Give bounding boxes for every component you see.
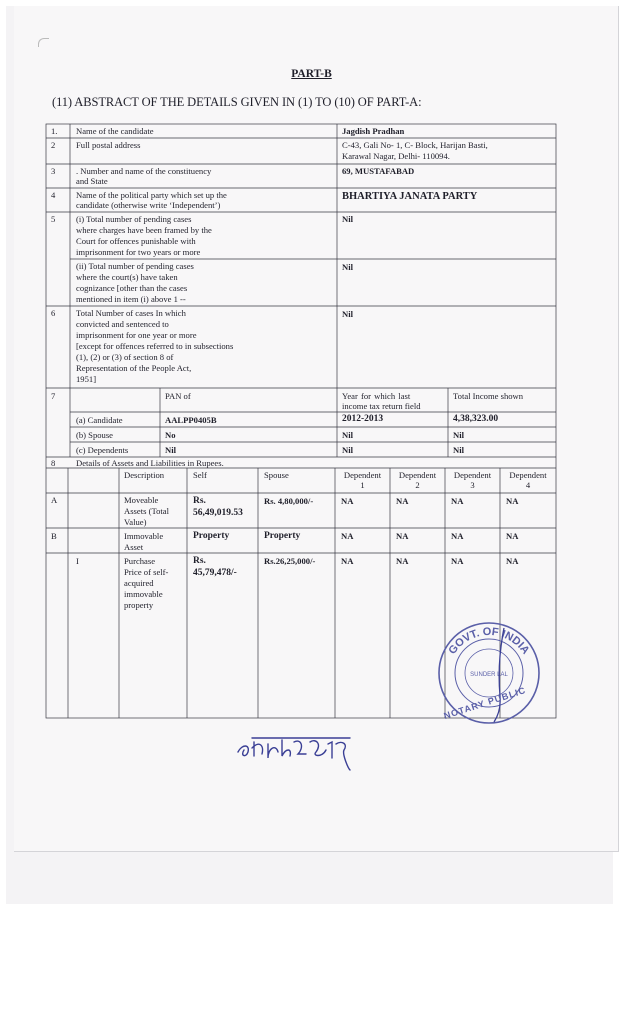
assets-b-dep2: NA <box>396 531 409 541</box>
assets-a-self-value: 56,49,019.53 <box>193 508 243 518</box>
assets-i-desc-line-4: immovable <box>124 589 163 599</box>
row-5b-label-line-3: cognizance [other than the cases <box>76 283 188 293</box>
pan-row-pan: AALPP0405B <box>165 415 217 425</box>
row-3-label-line-1: . Number and name of the constituency <box>76 166 212 176</box>
pan-row-income: 4,38,323.00 <box>453 414 499 424</box>
row-5-label-line-3: Court for offences punishable with <box>76 236 196 246</box>
assets-header-dependent-1: Dependent <box>343 470 382 480</box>
row-6-number: 6 <box>51 308 56 318</box>
row-3-number: 3 <box>51 166 56 176</box>
assets-a-dep4: NA <box>506 496 519 506</box>
candidate-name: Jagdish Pradhan <box>342 126 405 136</box>
assets-i-desc-line-2: Price of self- <box>124 567 169 577</box>
assets-b-desc-line-1: Immovable <box>124 531 164 541</box>
candidate-signature <box>232 718 362 778</box>
assets-header-dependent-3: Dependent <box>453 470 492 480</box>
row-6-label-line-1: Total Number of cases In which <box>76 308 186 318</box>
row-5b-value: Nil <box>342 262 353 272</box>
row-5-label-line-1: (i) Total number of pending cases <box>76 214 192 224</box>
assets-a-desc-line-1: Moveable <box>124 495 159 505</box>
row-1-number: 1. <box>51 126 58 136</box>
assets-i-dep2: NA <box>396 556 409 566</box>
assets-i-dep1: NA <box>341 556 354 566</box>
row-6-label-line-3: imprisonment for one year or more <box>76 330 197 340</box>
assets-header-spouse: Spouse <box>264 470 289 480</box>
assets-b-spouse: Property <box>264 531 301 541</box>
stamp-top-text: GOVT. OF INDIA <box>446 625 532 657</box>
assets-i-dep4: NA <box>506 556 519 566</box>
assets-header-dependent-4: Dependent <box>509 470 547 480</box>
row-6-label-line-4: [except for offences referred to in subsections <box>76 341 234 351</box>
row-5b-label-line-4: mentioned in item (i) above 1 -- <box>76 294 186 304</box>
assets-b-desc-line-2: Asset <box>124 542 144 552</box>
assets-i-desc-line-1: Purchase <box>124 556 156 566</box>
row-5b-label-line-1: (ii) Total number of pending cases <box>76 261 194 271</box>
assets-b-dep4: NA <box>506 531 519 541</box>
row-4-number: 4 <box>51 190 56 200</box>
row-8-label: Details of Assets and Liabilities in Rupees. <box>76 458 224 468</box>
assets-header-dependent-2: Dependent <box>398 470 437 480</box>
pan-row-who: (c) Dependents <box>76 445 129 455</box>
assets-header-description: Description <box>124 470 165 480</box>
pan-row-income: Nil <box>453 445 464 455</box>
notary-stamp <box>434 618 544 733</box>
assets-i-self-value: 45,79,478/- <box>193 568 237 578</box>
assets-i-code: I <box>76 556 79 566</box>
assets-b-self: Property <box>193 531 230 541</box>
assets-b-dep1: NA <box>341 531 354 541</box>
pan-row-pan: No <box>165 430 176 440</box>
assets-header-dependent-2-num: 2 <box>415 480 420 490</box>
assets-a-spouse: Rs. 4,80,000/- <box>264 496 314 506</box>
assets-a-self-prefix: Rs. <box>193 496 206 506</box>
row-6-label-line-2: convicted and sentenced to <box>76 319 169 329</box>
pan-row-pan: Nil <box>165 445 176 455</box>
year-header-line-1: Year for which last <box>342 391 411 401</box>
row-8-number: 8 <box>51 458 56 468</box>
pan-row-who: (a) Candidate <box>76 415 123 425</box>
abstract-title: (11) ABSTRACT OF THE DETAILS GIVEN IN (1) TO (10) OF PART-A: <box>52 95 422 109</box>
pan-row-year: Nil <box>342 430 353 440</box>
row-4-label-line-1: Name of the political party which set up the <box>76 190 227 200</box>
stamp-inner-text: SUNDER LAL <box>470 672 508 678</box>
assets-i-desc-line-3: acquired <box>124 578 154 588</box>
row-5b-label-line-2: where the court(s) have taken <box>76 272 178 282</box>
pan-row-year: Nil <box>342 445 353 455</box>
assets-i-desc-line-5: property <box>124 600 154 610</box>
pan-header: PAN of <box>165 391 191 401</box>
assets-i-spouse: Rs.26,25,000/- <box>264 556 316 566</box>
assets-b-code: B <box>51 531 57 541</box>
assets-a-dep1: NA <box>341 496 354 506</box>
assets-header-dependent-4-num: 4 <box>525 480 531 490</box>
assets-a-desc-line-2: Assets (Total <box>124 506 169 516</box>
pan-row-income: Nil <box>453 430 464 440</box>
row-5-number: 5 <box>51 214 56 224</box>
row-5-label-line-2: where charges have been framed by the <box>76 225 212 235</box>
assets-a-desc-line-3: Value) <box>124 517 147 527</box>
year-header-line-2: income tax return field <box>342 401 421 411</box>
postal-address-line-1: C-43, Gali No- 1, C- Block, Harijan Basti, <box>342 140 488 150</box>
row-6-label-line-7: 1951] <box>76 374 97 384</box>
assets-a-dep3: NA <box>451 496 464 506</box>
row-6-label-line-6: Representation of the People Act, <box>76 363 192 373</box>
party-value: BHARTIYA JANATA PARTY <box>342 191 478 202</box>
pan-row-who: (b) Spouse <box>76 430 113 440</box>
row-6-label-line-5: (1), (2) or (3) of section 8 of <box>76 352 174 362</box>
row-1-label: Name of the candidate <box>76 126 154 136</box>
part-title: PART-B <box>291 68 332 80</box>
row-3-label-line-2: and State <box>76 176 108 186</box>
row-4-label-line-2: candidate (otherwise write ‘Independent’) <box>76 200 221 210</box>
row-2-number: 2 <box>51 140 56 150</box>
assets-b-dep3: NA <box>451 531 464 541</box>
assets-header-self: Self <box>193 470 207 480</box>
constituency-value: 69, MUSTAFABAD <box>342 166 415 176</box>
pan-row-year: 2012-2013 <box>342 414 384 424</box>
row-2-label: Full postal address <box>76 140 141 150</box>
postal-address-line-2: Karawal Nagar, Delhi- 110094. <box>342 151 450 161</box>
stamp-bottom-text: NOTARY PUBLIC <box>442 684 528 722</box>
row-6-value: Nil <box>342 309 353 319</box>
assets-a-code: A <box>51 495 58 505</box>
row-7-number: 7 <box>51 391 56 401</box>
row-5-label-line-4: imprisonment for two years or more <box>76 247 201 257</box>
income-header: Total Income shown <box>453 391 524 401</box>
assets-i-self-prefix: Rs. <box>193 556 206 566</box>
assets-i-dep3: NA <box>451 556 464 566</box>
assets-header-dependent-1-num: 1 <box>360 480 365 490</box>
row-5-value: Nil <box>342 214 353 224</box>
assets-a-dep2: NA <box>396 496 409 506</box>
assets-header-dependent-3-num: 3 <box>470 480 475 490</box>
